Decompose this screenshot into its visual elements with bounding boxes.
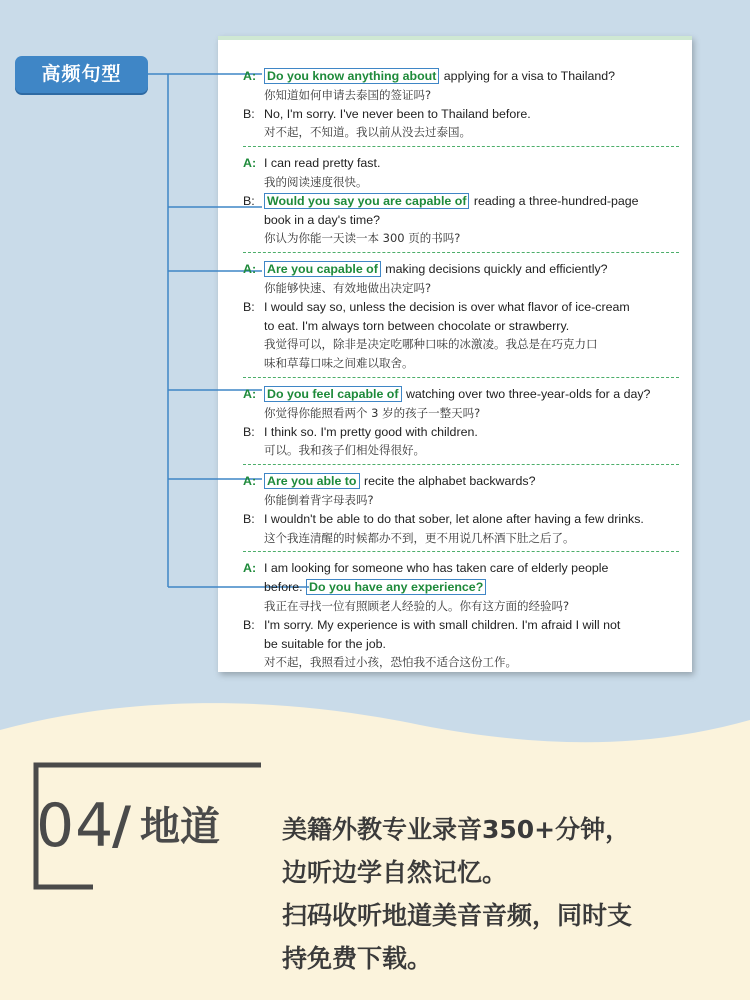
english-sentence (264, 212, 380, 228)
speaker-label: B: (243, 511, 255, 526)
chinese-translation: 可以。我和孩子们相处得很好。 (264, 443, 425, 458)
sentence-text: making decisions quickly and efficiently? (381, 262, 608, 277)
english-sentence (264, 473, 535, 489)
speaker-label: B: (243, 299, 255, 314)
feature-desc-line-1: 美籍外教专业录音350+分钟， (282, 815, 631, 844)
english-sentence (264, 386, 650, 402)
speaker-label: B: (243, 193, 255, 208)
key-phrase-highlight: Are you capable of (264, 261, 381, 277)
feature-desc-line-4: 持免费下载。 (282, 944, 433, 973)
english-sentence (264, 261, 608, 277)
speaker-label: B: (243, 617, 255, 632)
english-sentence (264, 299, 630, 315)
speaker-label: A: (243, 474, 257, 489)
page-top-bar (218, 36, 692, 40)
key-phrase-highlight: Would you say you are capable of (264, 193, 469, 209)
high-frequency-tag: 高频句型 (15, 56, 148, 93)
sentence-text: I am looking for someone who has taken care of elderly people (264, 561, 609, 576)
key-phrase-highlight: Do you know anything about (264, 68, 439, 84)
sentence-text: I think so. I'm pretty good with children. (264, 424, 478, 439)
dialogue-separator (243, 551, 679, 552)
english-sentence (264, 68, 615, 84)
feature-desc-line-2: 边听边学自然记忆。 (282, 858, 508, 887)
feature-title: 地道 (140, 804, 220, 850)
sentence-text: No, I'm sorry. I've never been to Thailand before. (264, 106, 531, 121)
sentence-text: recite the alphabet backwards? (360, 474, 536, 489)
chinese-translation: 你能够快速、有效地做出决定吗? (264, 281, 432, 295)
dialogue-separator (243, 464, 679, 465)
english-sentence (264, 560, 608, 576)
english-sentence (264, 193, 639, 209)
speaker-label: B: (243, 106, 255, 121)
sentence-text: to eat. I'm always torn between chocolate or strawberry. (264, 318, 570, 333)
sentence-text: be suitable for the job. (264, 636, 386, 651)
dialogue-separator (243, 146, 679, 147)
chinese-translation: 我的阅读速度很快。 (264, 175, 368, 189)
english-sentence (264, 424, 478, 440)
sentence-text: applying for a visa to Thailand? (440, 69, 616, 83)
speaker-label: A: (243, 561, 257, 576)
chinese-translation: 你认为你能一天读一本 300 页的书吗? (264, 231, 461, 246)
speaker-label: A: (243, 262, 257, 277)
speaker-label: A: (243, 69, 257, 83)
key-phrase-highlight: Are you able to (264, 473, 360, 489)
chinese-translation: 对不起，不知道。我以前从没去过泰国。 (264, 125, 471, 140)
key-phrase-highlight: Do you feel capable of (264, 386, 402, 402)
speaker-label: A: (243, 387, 257, 401)
chinese-translation: 你觉得你能照看两个 3 岁的孩子一整天吗? (264, 405, 481, 420)
chinese-translation: 味和草莓口味之间难以取舍。 (264, 356, 414, 371)
feature-desc-line-3: 扫码收听地道美音音频，同时支 (282, 901, 633, 930)
key-phrase-highlight: Do you have any experience? (306, 579, 486, 595)
english-sentence (264, 636, 386, 652)
english-sentence (264, 155, 380, 171)
english-sentence (264, 511, 644, 527)
english-sentence (264, 617, 620, 633)
chinese-translation: 我正在寻找一位有照顾老人经验的人。你有这方面的经验吗? (264, 599, 570, 613)
sentence-text: I wouldn't be able to do that sober, let alone after having a few drinks. (264, 511, 644, 526)
dialogue-separator (243, 252, 679, 253)
feature-slash: / (112, 796, 131, 856)
english-sentence (264, 318, 569, 334)
chinese-translation: 对不起，我照看过小孩，恐怕我不适合这份工作。 (264, 655, 517, 670)
chinese-translation: 你知道如何申请去泰国的签证吗? (264, 87, 432, 102)
dialogue-separator (243, 377, 679, 378)
speaker-label: B: (243, 424, 255, 439)
speaker-label: A: (243, 156, 257, 171)
english-sentence (264, 579, 487, 595)
chinese-translation: 我觉得可以，除非是决定吃哪种口味的冰激凌。我总是在巧克力口 (264, 337, 598, 352)
chinese-translation: 你能倒着背字母表吗? (264, 493, 374, 507)
chinese-translation: 这个我连清醒的时候都办不到，更不用说几杯酒下肚之后了。 (264, 530, 575, 545)
sentence-text: I'm sorry. My experience is with small children. I'm afraid I will not (264, 617, 621, 632)
sentence-text: before. (264, 580, 307, 595)
sentence-text: I can read pretty fast. (264, 156, 381, 171)
sentence-text: I would say so, unless the decision is over what flavor of ice-cream (264, 299, 630, 314)
english-sentence (264, 106, 531, 122)
sentence-text: watching over two three-year-olds for a day? (402, 387, 651, 401)
feature-number: 04 (36, 791, 115, 861)
sentence-text: reading a three-hundred-page (470, 193, 639, 208)
sentence-text: book in a day's time? (264, 212, 381, 227)
